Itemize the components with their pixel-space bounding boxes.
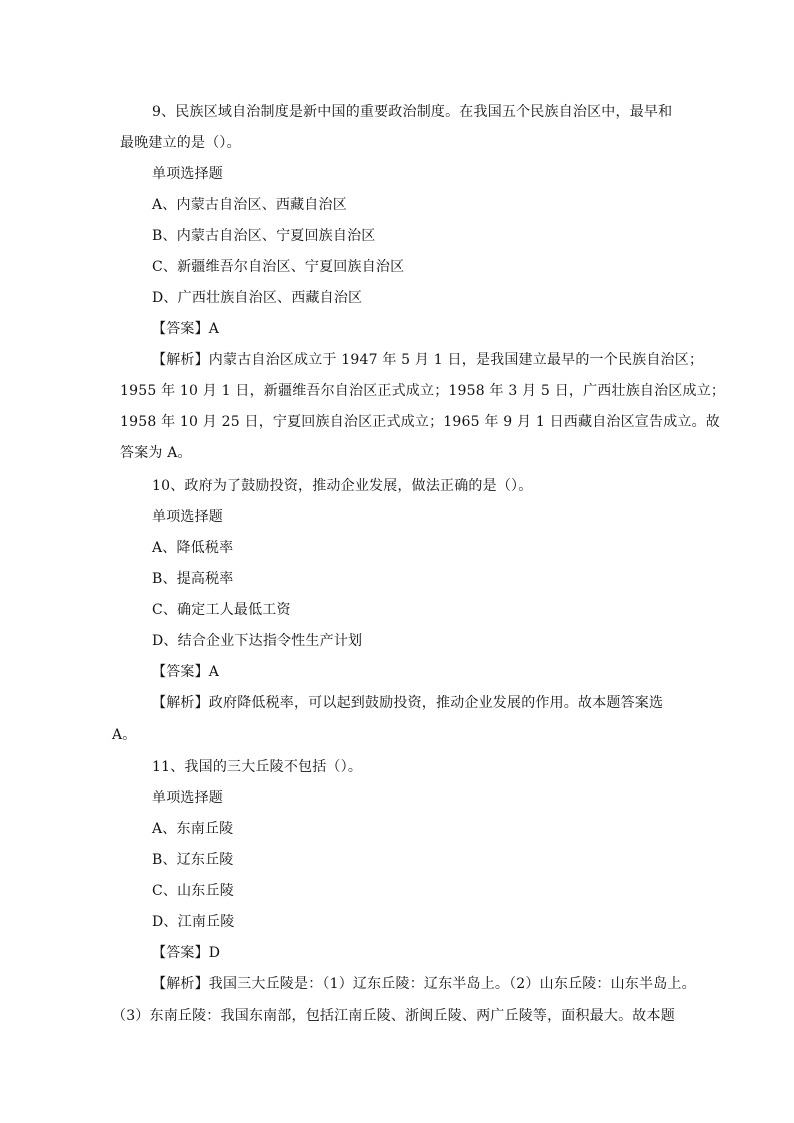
q10-type: 单项选择题 [152,509,223,525]
q9-option-a: A、内蒙古自治区、西藏自治区 [152,197,347,213]
q10-option-a: A、降低税率 [152,540,234,556]
q11-question-line1: 11、我国的三大丘陵不包括（）。 [152,759,363,775]
q9-analysis-line2: 1955 年 10 月 1 日，新疆维吾尔自治区正式成立；1958 年 3 月 5 日，广西壮族自治区成立； [120,383,726,399]
q11-answer: 【答案】D [152,945,221,961]
q10-analysis-line1: 【解析】政府降低税率，可以起到鼓励投资，推动企业发展的作用。故本题答案选 [152,695,664,711]
q10-option-b: B、提高税率 [152,571,234,587]
q9-option-d: D、广西壮族自治区、西藏自治区 [152,290,363,306]
q9-analysis-line1: 【解析】内蒙古自治区成立于 1947 年 5 月 1 日，是我国建立最早的一个民族自治区； [152,352,704,368]
q11-option-b: B、辽东丘陵 [152,852,234,868]
q10-option-d: D、结合企业下达指令性生产计划 [152,633,363,649]
q9-option-c: C、新疆维吾尔自治区、宁夏回族自治区 [152,259,405,275]
q11-option-a: A、东南丘陵 [152,821,234,837]
q9-question-line1: 9、民族区域自治制度是新中国的重要政治制度。在我国五个民族自治区中，最早和 [152,104,673,120]
q9-question-line2: 最晚建立的是（）。 [120,135,241,151]
q11-type: 单项选择题 [152,790,223,806]
q9-analysis-line4: 答案为 A。 [120,445,192,461]
q10-option-c: C、确定工人最低工资 [152,602,291,618]
q11-option-d: D、江南丘陵 [152,914,235,930]
q11-analysis-line1: 【解析】我国三大丘陵是：（1）辽东丘陵：辽东半岛上。（2）山东丘陵：山东半岛上。 [152,976,696,992]
q9-type: 单项选择题 [152,166,223,182]
q11-option-c: C、山东丘陵 [152,883,234,899]
q9-analysis-line3: 1958 年 10 月 25 日，宁夏回族自治区正式成立；1965 年 9 月 1 日西藏自治区宣告成立。故 [120,414,721,430]
q11-analysis-line2: （3）东南丘陵：我国东南部，包括江南丘陵、浙闽丘陵、两广丘陵等，面积最大。故本题 [112,1008,675,1024]
q10-question-line1: 10、政府为了鼓励投资，推动企业发展，做法正确的是（）。 [152,478,533,494]
q9-answer: 【答案】A [152,321,220,337]
q10-analysis-line2: A。 [112,727,137,743]
q9-option-b: B、内蒙古自治区、宁夏回族自治区 [152,228,376,244]
q10-answer: 【答案】A [152,664,220,680]
